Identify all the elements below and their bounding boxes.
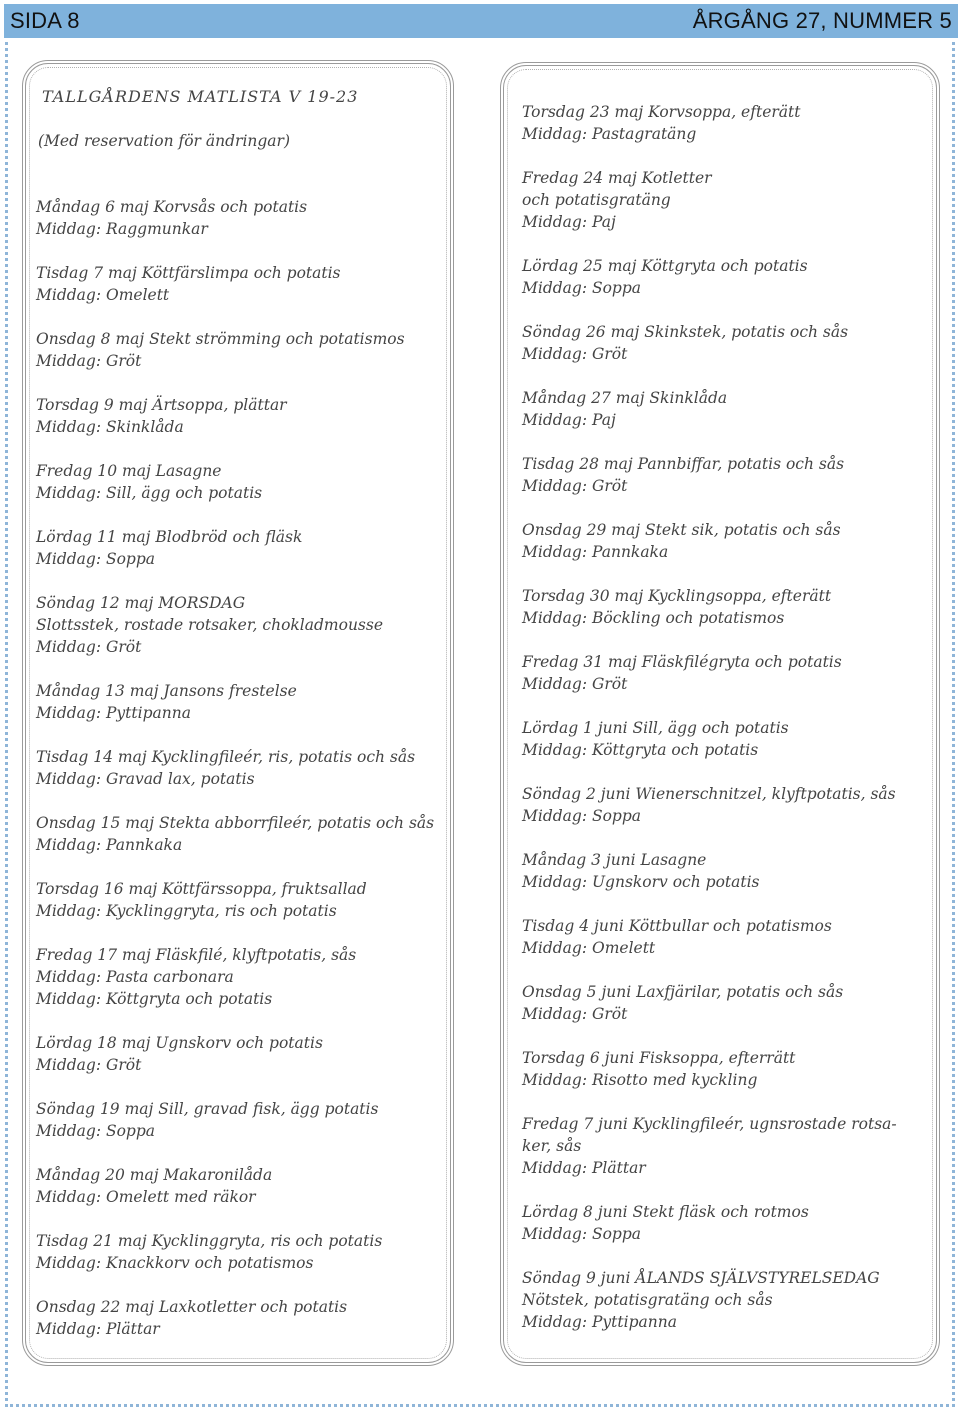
menu-day-line: Onsdag 29 maj Stekt sik, potatis och sås <box>522 521 841 539</box>
menu-day-line: Söndag 26 maj Skinkstek, potatis och sås <box>522 323 849 341</box>
menu-detail-line: Middag: Plättar <box>522 1159 646 1177</box>
menu-detail-line: Middag: Omelett med räkor <box>36 1188 256 1206</box>
menu-detail-line: Middag: Pyttipanna <box>522 1313 677 1331</box>
menu-detail-line: Middag: Raggmunkar <box>36 220 208 238</box>
menu-detail-line: Middag: Köttgryta och potatis <box>36 990 273 1008</box>
menu-detail-line: Nötstek, potatisgratäng och sås <box>522 1291 773 1309</box>
menu-detail-line: Middag: Paj <box>522 213 616 231</box>
menu-detail-line: Middag: Gröt <box>522 477 628 495</box>
menu-entry <box>36 460 446 504</box>
menu-entry <box>36 1296 446 1340</box>
menu-entry <box>36 746 446 790</box>
menu-day-line: Fredag 24 maj Kotletter <box>522 169 712 187</box>
menu-list-right <box>522 101 922 1333</box>
menu-detail-line: Middag: Gröt <box>36 638 142 656</box>
menu-day-line: Måndag 13 maj Jansons frestelse <box>36 682 297 700</box>
menu-detail-line: Middag: Omelett <box>522 939 656 957</box>
menu-entry <box>522 981 922 1025</box>
menu-day-line: Måndag 27 maj Skinklåda <box>522 389 728 407</box>
menu-entry <box>36 526 446 570</box>
menu-detail-line: Middag: Gröt <box>36 352 142 370</box>
menu-entry <box>36 328 446 372</box>
page-header <box>4 4 958 38</box>
menu-day-line: Söndag 9 juni ÅLANDS SJÄLVSTYRELSEDAG <box>522 1269 880 1287</box>
menu-detail-line: Middag: Risotto med kyckling <box>522 1071 758 1089</box>
menu-detail-line: Middag: Ugnskorv och potatis <box>522 873 760 891</box>
menu-entry <box>522 255 922 299</box>
menu-detail-line: Middag: Gröt <box>36 1056 142 1074</box>
menu-detail-line: Middag: Soppa <box>36 550 156 568</box>
menu-day-line: Fredag 31 maj Fläskfilégryta och potatis <box>522 653 842 671</box>
volume-issue: ÅRGÅNG 27, NUMMER 5 <box>692 8 952 33</box>
menu-entry <box>36 1098 446 1142</box>
menu-entry <box>522 387 922 431</box>
menu-detail-line: ker, sås <box>522 1137 582 1155</box>
menu-detail-line: och potatisgratäng <box>522 191 671 209</box>
menu-detail-line: Middag: Soppa <box>36 1122 156 1140</box>
menu-day-line: Söndag 19 maj Sill, gravad fisk, ägg potatis <box>36 1100 379 1118</box>
menu-detail-line: Middag: Gröt <box>522 345 628 363</box>
menu-entry <box>36 394 446 438</box>
menu-day-line: Onsdag 15 maj Stekta abborrfileér, potatis och sås <box>36 814 435 832</box>
menu-day-line: Måndag 20 maj Makaronilåda <box>36 1166 273 1184</box>
menu-entry <box>36 262 446 306</box>
menu-day-line: Fredag 7 juni Kycklingfileér, ugnsrostade rotsa- <box>522 1115 897 1133</box>
menu-day-line: Torsdag 30 maj Kycklingsoppa, efterätt <box>522 587 832 605</box>
menu-detail-line: Middag: Omelett <box>36 286 170 304</box>
menu-day-line: Lördag 18 maj Ugnskorv och potatis <box>36 1034 323 1052</box>
menu-detail-line: Middag: Paj <box>522 411 616 429</box>
menu-entry <box>36 1230 446 1274</box>
menu-list-left <box>36 196 446 1340</box>
menu-detail-line: Middag: Pannkaka <box>522 543 669 561</box>
menu-detail-line: Middag: Pastagratäng <box>522 125 697 143</box>
menu-entry <box>522 519 922 563</box>
menu-entry <box>36 1164 446 1208</box>
menu-day-line: Torsdag 23 maj Korvsoppa, efterätt <box>522 103 801 121</box>
menu-entry <box>36 878 446 922</box>
menu-note: (Med reservation för ändringar) <box>38 132 291 150</box>
menu-day-line: Söndag 12 maj MORSDAG <box>36 594 246 612</box>
menu-entry <box>522 1267 922 1333</box>
menu-entry <box>522 849 922 893</box>
menu-entry <box>522 1113 922 1179</box>
menu-title: TALLGÅRDENS MATLISTA V 19-23 <box>42 87 359 106</box>
menu-entry <box>522 453 922 497</box>
menu-detail-line: Middag: Soppa <box>522 807 642 825</box>
menu-entry <box>522 651 922 695</box>
menu-entry <box>36 680 446 724</box>
menu-day-line: Tisdag 28 maj Pannbiffar, potatis och sås <box>522 455 845 473</box>
menu-day-line: Måndag 6 maj Korvsås och potatis <box>36 198 308 216</box>
menu-day-line: Lördag 25 maj Köttgryta och potatis <box>522 257 808 275</box>
menu-day-line: Tisdag 7 maj Köttfärslimpa och potatis <box>36 264 341 282</box>
menu-detail-line: Middag: Soppa <box>522 1225 642 1243</box>
menu-day-line: Onsdag 5 juni Laxfjärilar, potatis och sås <box>522 983 844 1001</box>
menu-detail-line: Middag: Gravad lax, potatis <box>36 770 255 788</box>
menu-day-line: Lördag 11 maj Blodbröd och fläsk <box>36 528 303 546</box>
menu-detail-line: Middag: Kycklinggryta, ris och potatis <box>36 902 337 920</box>
menu-detail-line: Middag: Gröt <box>522 675 628 693</box>
menu-entry <box>36 592 446 658</box>
menu-day-line: Tisdag 21 maj Kycklinggryta, ris och potatis <box>36 1232 383 1250</box>
menu-detail-line: Middag: Böckling och potatismos <box>522 609 785 627</box>
menu-day-line: Onsdag 8 maj Stekt strömming och potatismos <box>36 330 405 348</box>
menu-entry <box>522 101 922 145</box>
menu-detail-line: Middag: Gröt <box>522 1005 628 1023</box>
menu-detail-line: Middag: Pasta carbonara <box>36 968 234 986</box>
menu-entry <box>522 167 922 233</box>
menu-entry <box>36 1032 446 1076</box>
menu-day-line: Torsdag 9 maj Ärtsoppa, plättar <box>36 396 287 414</box>
menu-entry <box>522 585 922 629</box>
menu-column-left <box>36 86 446 1362</box>
menu-detail-line: Middag: Sill, ägg och potatis <box>36 484 263 502</box>
menu-entry <box>522 321 922 365</box>
menu-column-right <box>522 101 922 1355</box>
menu-detail-line: Middag: Köttgryta och potatis <box>522 741 759 759</box>
menu-day-line: Lördag 1 juni Sill, ägg och potatis <box>522 719 789 737</box>
menu-entry <box>522 783 922 827</box>
menu-day-line: Måndag 3 juni Lasagne <box>522 851 707 869</box>
menu-entry <box>522 717 922 761</box>
menu-day-line: Tisdag 4 juni Köttbullar och potatismos <box>522 917 832 935</box>
menu-day-line: Torsdag 6 juni Fisksoppa, efterrätt <box>522 1049 796 1067</box>
menu-detail-line: Slottsstek, rostade rotsaker, chokladmousse <box>36 616 384 634</box>
menu-day-line: Onsdag 22 maj Laxkotletter och potatis <box>36 1298 348 1316</box>
menu-entry <box>36 196 446 240</box>
menu-entry <box>36 812 446 856</box>
menu-detail-line: Middag: Pyttipanna <box>36 704 191 722</box>
menu-detail-line: Middag: Knackkorv och potatismos <box>36 1254 314 1272</box>
menu-detail-line: Middag: Skinklåda <box>36 418 184 436</box>
menu-entry <box>522 915 922 959</box>
menu-entry <box>522 1047 922 1091</box>
menu-entry <box>36 944 446 1010</box>
menu-day-line: Tisdag 14 maj Kycklingfileér, ris, potatis och sås <box>36 748 416 766</box>
menu-day-line: Torsdag 16 maj Köttfärssoppa, fruktsallad <box>36 880 367 898</box>
menu-day-line: Fredag 17 maj Fläskfilé, klyftpotatis, sås <box>36 946 357 964</box>
menu-day-line: Fredag 10 maj Lasagne <box>36 462 222 480</box>
menu-day-line: Lördag 8 juni Stekt fläsk och rotmos <box>522 1203 809 1221</box>
menu-day-line: Söndag 2 juni Wienerschnitzel, klyftpotatis, sås <box>522 785 896 803</box>
page-number: SIDA 8 <box>10 8 80 33</box>
menu-detail-line: Middag: Pannkaka <box>36 836 183 854</box>
menu-entry <box>522 1201 922 1245</box>
menu-detail-line: Middag: Soppa <box>522 279 642 297</box>
menu-detail-line: Middag: Plättar <box>36 1320 160 1338</box>
